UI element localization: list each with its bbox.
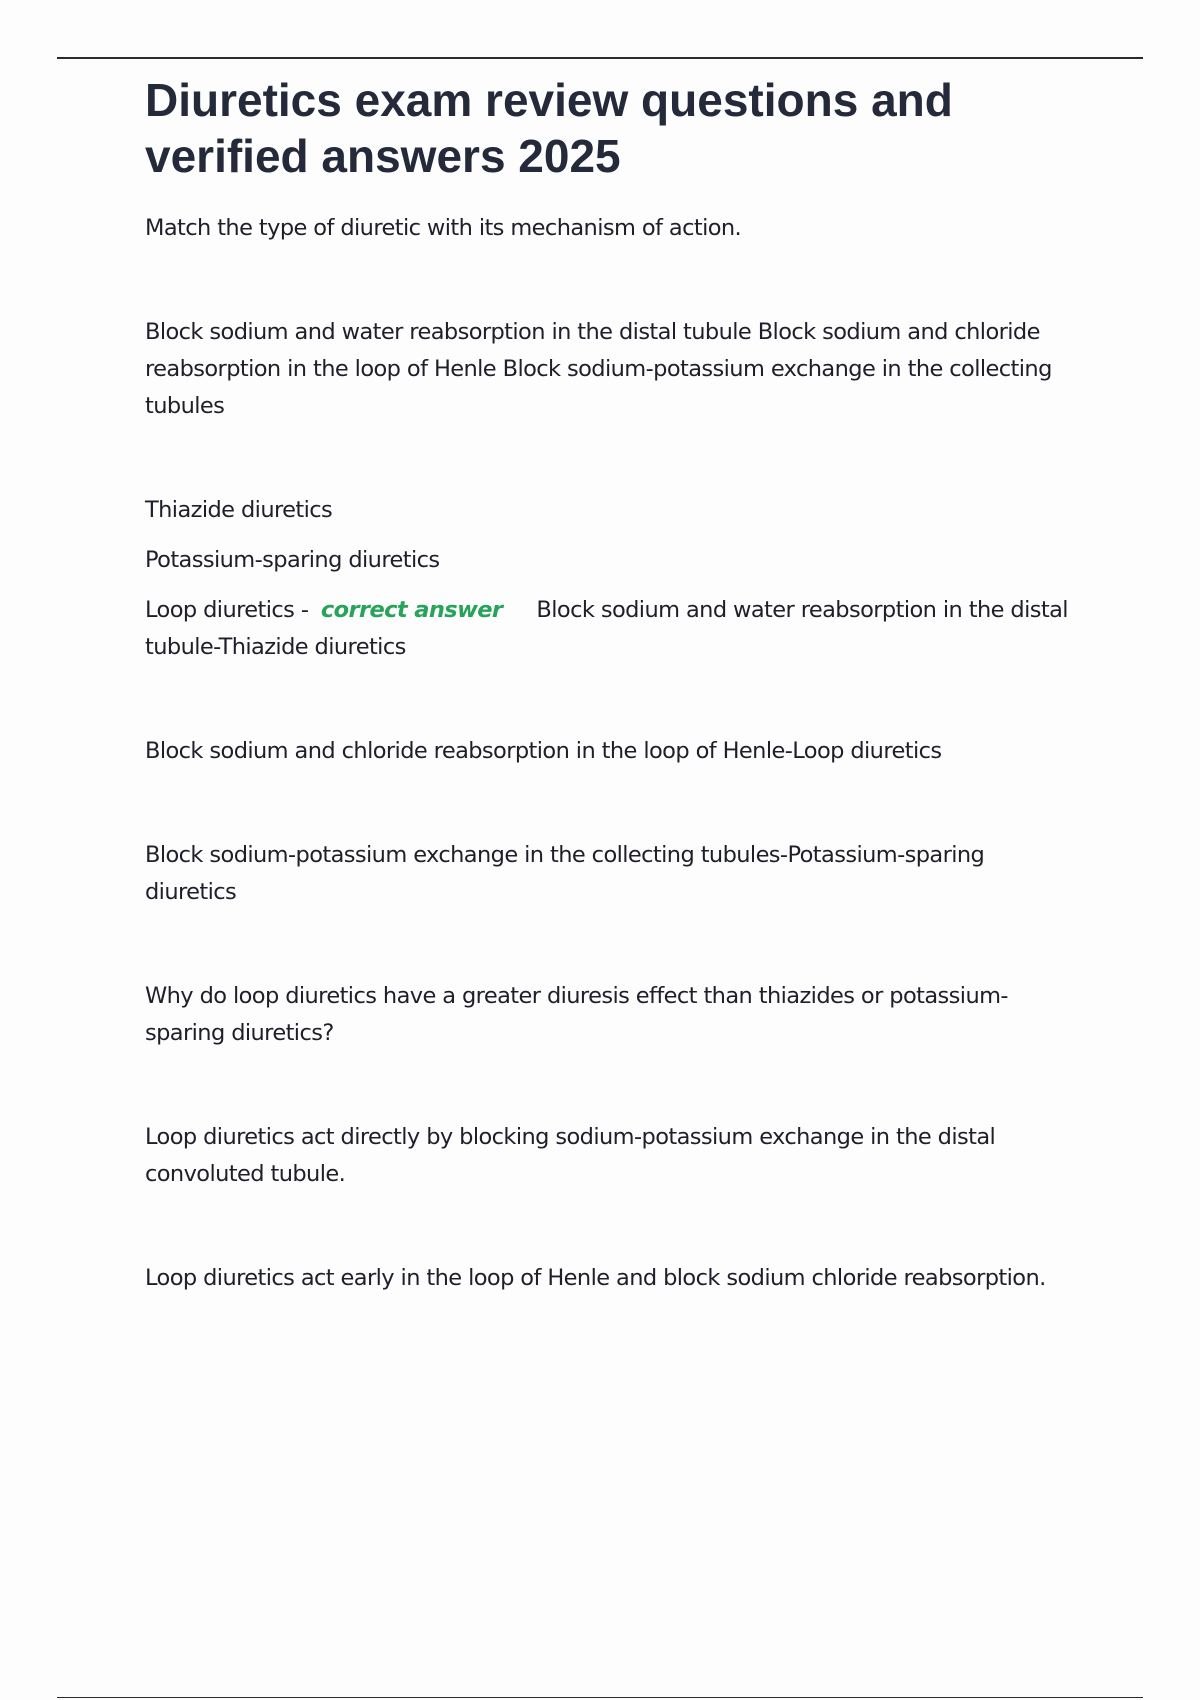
answer-paragraph-2: Block sodium and chloride reabsorption in the loop of Henle-Loop diuretics: [145, 738, 942, 764]
answer-1-text: Block sodium and water reabsorption in the distal tubule-Thiazide diuretics: [145, 597, 1068, 660]
item-potassium-sparing: Potassium-sparing diuretics: [145, 547, 440, 573]
question-1-options: Block sodium and water reabsorption in the distal tubule Block sodium and chloride reabsorption in the loop of Henle Block sodium-potassium exchange in the collecting tubules: [145, 319, 1052, 419]
correct-answer-label: correct answer: [320, 597, 503, 623]
document-content: [145, 72, 1075, 1297]
item-loop-prefix: Loop diuretics -: [145, 597, 309, 623]
bottom-divider: [57, 1697, 1143, 1698]
question-2-option-b: Loop diuretics act early in the loop of Henle and block sodium chloride reabsorption.: [145, 1265, 1046, 1291]
question-2: Why do loop diuretics have a greater diuresis effect than thiazides or potassium-sparing diuretics?: [145, 983, 1008, 1046]
top-divider: [57, 57, 1143, 59]
question-2-option-a: Loop diuretics act directly by blocking sodium-potassium exchange in the distal convoluted tubule.: [145, 1124, 996, 1187]
question-1: Match the type of diuretic with its mechanism of action.: [145, 215, 742, 241]
answer-paragraph-3: Block sodium-potassium exchange in the collecting tubules-Potassium-sparing diuretics: [145, 842, 985, 905]
item-thiazide: Thiazide diuretics: [145, 497, 333, 523]
answer-paragraph-1: [145, 592, 1075, 666]
document-title: Diuretics exam review questions and verified answers 2025: [145, 74, 953, 182]
